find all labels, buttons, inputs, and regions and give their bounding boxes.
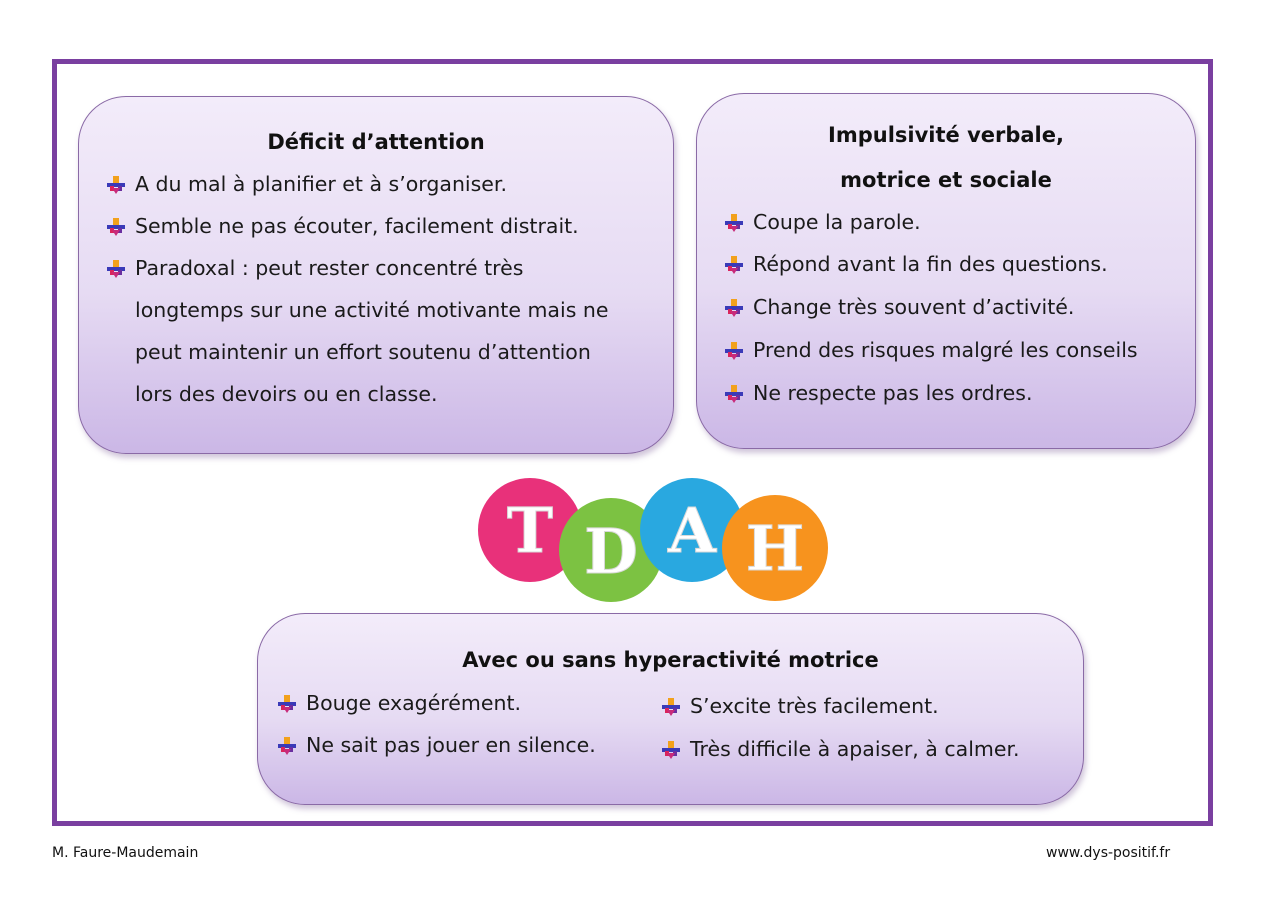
list-item: Paradoxal : peut rester concentré très — [135, 256, 524, 280]
bullet-icon — [725, 256, 743, 274]
list-item-continuation: lors des devoirs ou en classe. — [135, 382, 438, 406]
bullet-icon — [662, 698, 680, 716]
list-item: S’excite très facilement. — [690, 694, 939, 718]
card-title: Avec ou sans hyperactivité motrice — [462, 648, 879, 672]
list-item: Prend des risques malgré les conseils — [753, 338, 1138, 362]
bullet-icon — [107, 218, 125, 236]
card-title-line-2: motrice et sociale — [840, 168, 1052, 192]
footer-author: M. Faure-Maudemain — [52, 845, 199, 861]
list-item-continuation: longtemps sur une activité motivante mais ne — [135, 298, 609, 322]
logo-letter-a: A — [667, 494, 717, 567]
bullet-icon — [107, 176, 125, 194]
list-item: Ne respecte pas les ordres. — [753, 381, 1033, 405]
logo-letter-h: H — [745, 512, 805, 585]
bullet-icon — [725, 342, 743, 360]
bullet-icon — [725, 299, 743, 317]
logo-letter-t: T — [506, 494, 554, 567]
list-item: Change très souvent d’activité. — [753, 295, 1075, 319]
bullet-icon — [107, 260, 125, 278]
list-item: Très difficile à apaiser, à calmer. — [690, 737, 1020, 761]
list-item: Bouge exagérément. — [306, 691, 522, 715]
list-item: A du mal à planifier et à s’organiser. — [135, 172, 507, 196]
bullet-icon — [662, 741, 680, 759]
card-title-line-1: Impulsivité verbale, — [828, 123, 1064, 147]
bullet-icon — [278, 695, 296, 713]
bullet-icon — [278, 737, 296, 755]
tdah-logo — [474, 472, 834, 607]
bullet-icon — [725, 214, 743, 232]
bullet-icon — [725, 385, 743, 403]
card-title: Déficit d’attention — [267, 130, 485, 154]
logo-letter-d: D — [584, 515, 638, 588]
list-item: Semble ne pas écouter, facilement distrait. — [135, 214, 579, 238]
list-item: Coupe la parole. — [753, 210, 921, 234]
footer-website: www.dys-positif.fr — [1046, 845, 1171, 861]
list-item: Répond avant la fin des questions. — [753, 252, 1108, 276]
list-item: Ne sait pas jouer en silence. — [306, 733, 596, 757]
list-item-continuation: peut maintenir un effort soutenu d’attention — [135, 340, 591, 364]
